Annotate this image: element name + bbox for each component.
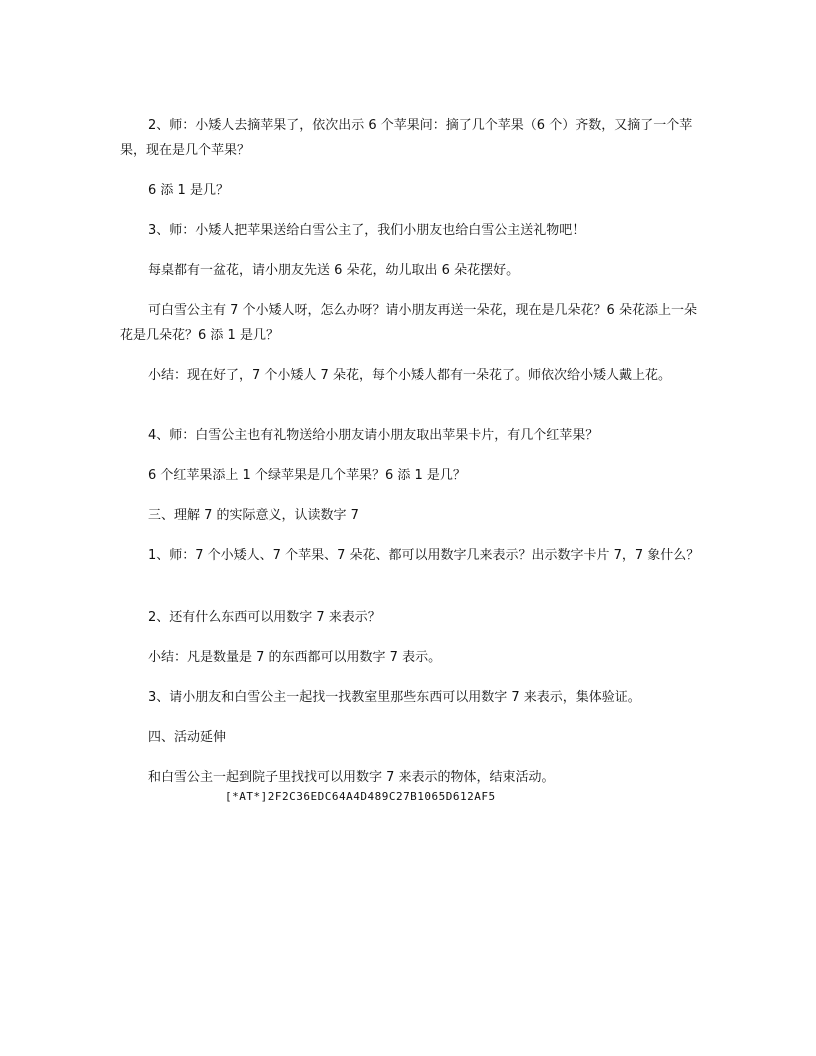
paragraph-number-card: 1、师：7 个小矮人、7 个苹果、7 朵花、都可以用数字几来表示？出示数字卡片 7，7 象什么？ xyxy=(148,548,700,563)
paragraph-pick-apples: 2、师：小矮人去摘苹果了，依次出示 6 个苹果问：摘了几个苹果（6 个）齐数，又摘了一个苹果，现在是几个苹果？ xyxy=(120,118,693,158)
paragraph-find-in-classroom: 3、请小朋友和白雪公主一起找一找教室里那些东西可以用数字 7 来表示，集体验证。 xyxy=(148,690,641,705)
paragraph-red-green-apples: 6 个红苹果添上 1 个绿苹果是几个苹果？6 添 1 是几？ xyxy=(148,468,466,483)
paragraph-six-plus-one: 6 添 1 是几？ xyxy=(148,183,229,198)
paragraph-summary-seven: 小结：凡是数量是 7 的东西都可以用数字 7 表示。 xyxy=(148,650,442,665)
paragraph-what-else: 2、还有什么东西可以用数字 7 来表示？ xyxy=(148,610,381,625)
paragraph-gift-apples: 3、师：小矮人把苹果送给白雪公主了，我们小朋友也给白雪公主送礼物吧！ xyxy=(148,223,586,238)
document-id-code: [*AT*]2F2C36EDC64A4D489C27B1065D612AF5 xyxy=(225,790,496,803)
paragraph-summary-flowers: 小结：现在好了，7 个小矮人 7 朵花，每个小矮人都有一朵花了。师依次给小矮人戴上花。 xyxy=(148,368,671,383)
paragraph-apple-cards: 4、师：白雪公主也有礼物送给小朋友请小朋友取出苹果卡片，有几个红苹果？ xyxy=(148,428,599,443)
paragraph-seven-dwarfs: 可白雪公主有 7 个小矮人呀，怎么办呀？请小朋友再送一朵花，现在是几朵花？6 朵花添上一朵花是几朵花？6 添 1 是几？ xyxy=(120,303,697,343)
paragraph-extension-activity: 和白雪公主一起到院子里找找可以用数字 7 来表示的物体，结束活动。 xyxy=(148,770,555,785)
section-heading-three: 三、理解 7 的实际意义，认读数字 7 xyxy=(148,508,359,523)
section-heading-four: 四、活动延伸 xyxy=(148,730,227,745)
paragraph-flowers-on-table: 每桌都有一盆花，请小朋友先送 6 朵花，幼儿取出 6 朵花摆好。 xyxy=(148,263,520,278)
